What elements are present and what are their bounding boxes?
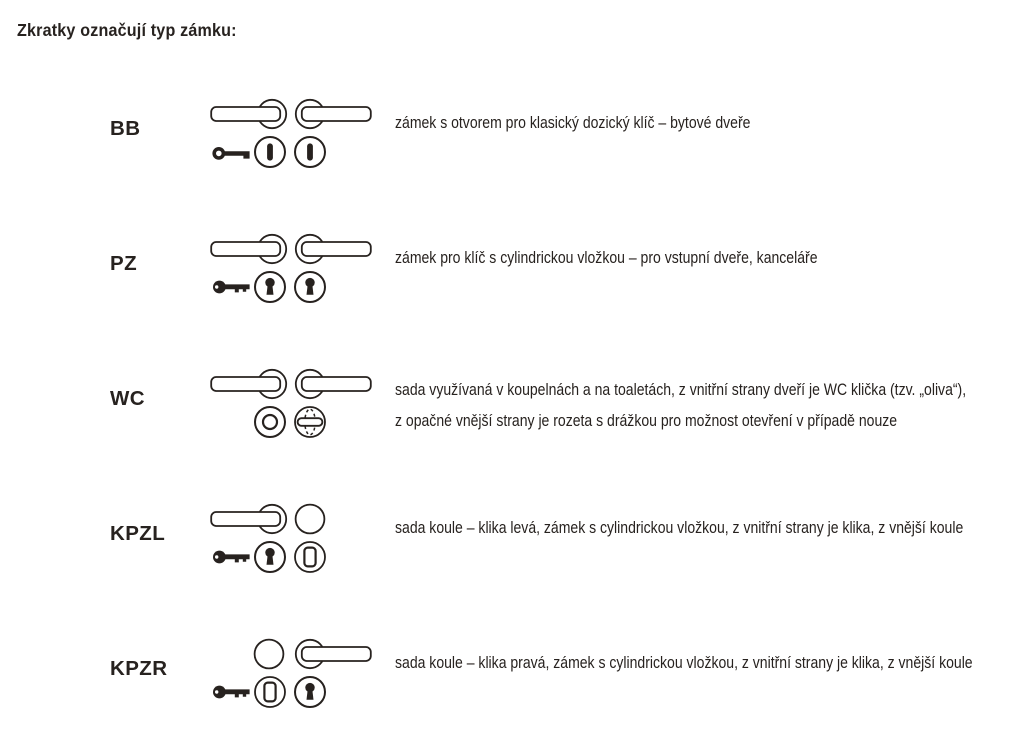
- description-line: sada koule – klika levá, zámek s cylindrickou vložkou, z vnitřní strany je klika, z vnější koule: [395, 519, 964, 537]
- lock-type-row-kpzl: [0, 502, 1011, 582]
- lever-handle-left-icon: [210, 503, 288, 535]
- description-line: sada využívaná v koupelnách a na toaletách, z vnitřní strany dveří je WC klička (tzv. „oliva“),: [395, 381, 967, 399]
- description-line: sada koule – klika pravá, zámek s cylindrickou vložkou, z vnitřní strany je klika, z vnější koule: [395, 654, 973, 672]
- lock-type-row-wc: [0, 367, 1011, 447]
- lock-type-row-kpzr: [0, 637, 1011, 717]
- lever-handle-left-icon: [210, 368, 288, 400]
- lock-hardware-diagram: [0, 97, 395, 177]
- lever-handle-right-icon: [294, 638, 372, 670]
- lock-code: BB: [110, 117, 141, 140]
- cylinder-key-icon: [212, 546, 252, 568]
- cylinder-keyhole-rosette-icon: [253, 540, 287, 574]
- lock-code: PZ: [110, 252, 137, 275]
- cylinder-keyhole-rosette-icon: [253, 270, 287, 304]
- description-line: zámek pro klíč s cylindrickou vložkou – pro vstupní dveře, kanceláře: [395, 249, 818, 267]
- lock-hardware-diagram: [0, 367, 395, 447]
- lock-hardware-diagram: [0, 502, 395, 582]
- lock-hardware-diagram: [0, 637, 395, 717]
- door-knob-icon: [294, 503, 326, 535]
- classic-keyhole-rosette-icon: [293, 135, 327, 169]
- lock-description: [395, 518, 963, 538]
- lever-handle-right-icon: [294, 98, 372, 130]
- plain-rosette-icon: [253, 405, 287, 439]
- cylinder-keyhole-rosette-icon: [293, 270, 327, 304]
- lever-handle-left-icon: [210, 98, 288, 130]
- lock-code: WC: [110, 387, 145, 410]
- cylinder-key-icon: [212, 276, 252, 298]
- page-title: Zkratky označují typ zámku:: [17, 20, 237, 40]
- lock-type-row-bb: [0, 97, 1011, 177]
- lever-handle-right-icon: [294, 233, 372, 265]
- lock-description: [395, 248, 818, 268]
- lock-description: [395, 113, 750, 133]
- lock-hardware-diagram: [0, 232, 395, 312]
- blank-plate-rosette-icon: [293, 540, 327, 574]
- lever-handle-left-icon: [210, 233, 288, 265]
- description-line: zámek s otvorem pro klasický dozický klíč – bytové dveře: [395, 114, 751, 132]
- cylinder-keyhole-rosette-icon: [293, 675, 327, 709]
- lock-code: KPZL: [110, 522, 166, 545]
- blank-plate-rosette-icon: [253, 675, 287, 709]
- classic-keyhole-rosette-icon: [253, 135, 287, 169]
- cylinder-key-icon: [212, 681, 252, 703]
- wc-oliva-turn-rosette-icon: [293, 405, 327, 439]
- lock-type-row-pz: [0, 232, 1011, 312]
- lever-handle-right-icon: [294, 368, 372, 400]
- door-knob-icon: [253, 638, 285, 670]
- lock-code: KPZR: [110, 657, 168, 680]
- lock-description: [395, 380, 966, 431]
- description-line: z opačné vnější strany je rozeta s drážkou pro možnost otevření v případě nouze: [395, 412, 898, 430]
- classic-key-icon: [212, 141, 252, 163]
- lock-description: [395, 653, 973, 673]
